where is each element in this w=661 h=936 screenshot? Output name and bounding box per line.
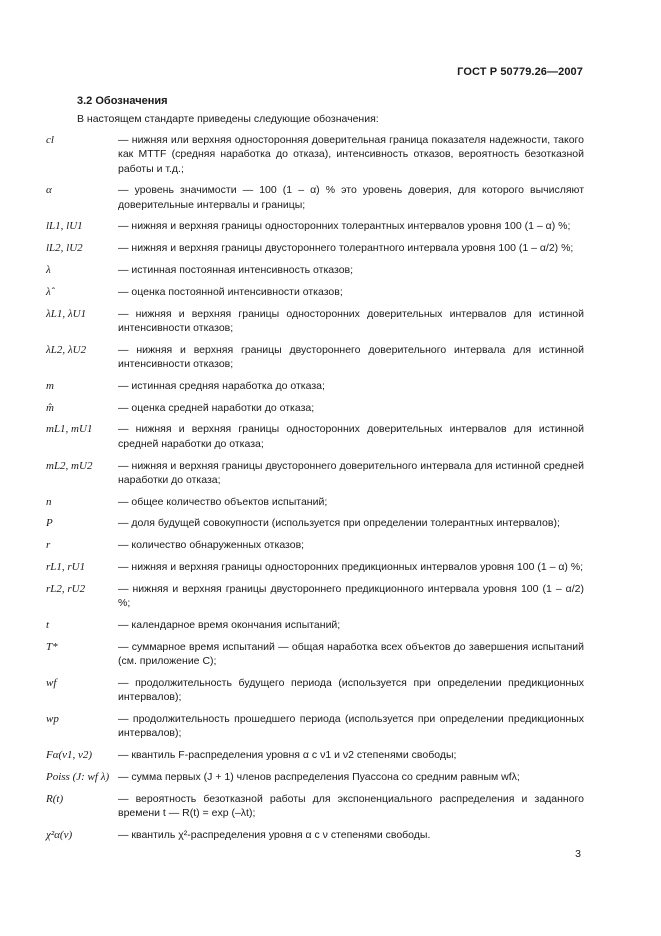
definition-symbol: mL1, mU1 (46, 423, 93, 436)
definition-symbol: χ²α(ν) (46, 828, 73, 841)
definition-symbol: Fα(ν1, ν2) (46, 749, 93, 761)
definition-text: — истинная постоянная интенсивность отказов; (118, 264, 354, 277)
definition-text: — нижняя и верхняя границы односторонних доверительных интервалов для истинной средней наработки до отказа; (118, 423, 584, 450)
definition-row (46, 307, 584, 336)
definition-row (46, 379, 584, 393)
definition-symbol: n (46, 495, 52, 508)
definition-symbol: lL2, lU2 (46, 242, 83, 255)
definition-text: — продолжительность будущего периода (используется при определении предикционных интервалов); (118, 676, 584, 704)
definition-text: — продолжительность прошедшего периода (используется при определении предикционных интервалов); (118, 712, 584, 740)
definition-text: — нижняя и верхняя границы двустороннего доверительного интервала для истинной средней наработки до отказа; (118, 459, 584, 486)
definition-symbol: r (46, 539, 51, 552)
definition-text: — нижняя и верхняя границы односторонних предикционных интервалов уровня 100 (1 – α) %; (118, 561, 584, 574)
section-title: 3.2 Обозначения (77, 95, 168, 107)
definition-symbol: m̂ (46, 401, 54, 414)
definition-text: — квантиль χ²-распределения уровня α с ν степенями свободы. (118, 828, 431, 841)
definition-symbol: mL2, mU2 (46, 459, 93, 472)
definition-text: — нижняя и верхняя границы односторонних доверительных интервалов для истинной интенсивности отказов; (118, 307, 584, 334)
definition-symbol: wp (46, 712, 59, 725)
definition-row (46, 495, 584, 509)
definition-text: — доля будущей совокупности (используется при определении толерантных интервалов); (118, 517, 560, 530)
definition-symbol: wf (46, 676, 57, 689)
definition-symbol: α (46, 184, 52, 197)
definition-symbol: m (46, 379, 54, 392)
definition-text: — квантиль F-распределения уровня α с ν1 и ν2 степенями свободы; (118, 749, 457, 761)
definition-row (46, 183, 584, 212)
definition-text: — нижняя или верхняя односторонняя доверительная граница показателя надежности, такого как MTTF (средняя наработка до отказа), интенсивность отказов, вероятность безотказной работы и т.д.; (118, 134, 584, 175)
definition-row (46, 538, 584, 552)
definition-symbol: cl (46, 134, 54, 146)
definition-row (46, 401, 584, 415)
section-intro: В настоящем стандарте приведены следующие обозначения: (77, 113, 379, 125)
definition-text: — истинная средняя наработка до отказа; (118, 379, 325, 392)
definition-symbol: λ (46, 264, 51, 277)
definition-row (46, 748, 584, 762)
definition-symbol: R(t) (46, 792, 64, 805)
document-code: ГОСТ Р 50779.26—2007 (457, 66, 583, 78)
definition-text: — суммарное время испытаний — общая наработка всех объектов до завершения испытаний (см. приложение С); (118, 640, 584, 668)
definition-row (46, 712, 584, 741)
definition-symbol: rL2, rU2 (46, 582, 86, 595)
definition-symbol: rL1, rU1 (46, 561, 86, 574)
definition-text: — оценка средней наработки до отказа; (118, 401, 315, 414)
definitions-list (46, 133, 584, 849)
definition-text: — уровень значимости — 100 (1 – α) % это уровень доверия, для которого вычисляют доверительные интервалы и границы; (118, 184, 584, 211)
definition-row (46, 618, 584, 632)
definition-row (46, 133, 584, 176)
definition-row (46, 516, 584, 530)
definition-symbol: λL1, λU1 (46, 307, 87, 320)
definition-text: — вероятность безотказной работы для экспоненциального распределения и заданного времени t — R(t) = exp (–λt); (118, 792, 584, 819)
definition-row (46, 640, 584, 669)
definition-row (46, 263, 584, 277)
definition-text: — нижняя и верхняя границы двустороннего предикционного интервала уровня 100 (1 – α/2) %; (118, 582, 584, 610)
definition-text: — оценка постоянной интенсивности отказов; (118, 285, 343, 298)
definition-row (46, 219, 584, 233)
definition-text: — сумма первых (J + 1) членов распределения Пуассона со средним равным wfλ; (118, 770, 520, 783)
definition-text: — нижняя и верхняя границы двустороннего доверительного интервала для истинной интенсивности отказов; (118, 343, 584, 371)
definition-text: — календарное время окончания испытаний; (118, 618, 341, 631)
page-number: 3 (575, 848, 581, 860)
definition-row (46, 285, 584, 299)
definition-text: — нижняя и верхняя границы односторонних толерантных интервалов уровня 100 (1 – α) %; (118, 220, 571, 233)
definition-text: — количество обнаруженных отказов; (118, 539, 305, 552)
definition-row (46, 792, 584, 821)
definition-text: — общее количество объектов испытаний; (118, 495, 328, 508)
definition-symbol: lL1, lU1 (46, 220, 83, 233)
definition-row (46, 770, 584, 784)
definition-symbol: P (46, 517, 53, 530)
definition-row (46, 422, 584, 451)
definition-row (46, 343, 584, 372)
definition-row (46, 676, 584, 705)
definition-row (46, 828, 584, 842)
definition-symbol: T* (46, 640, 58, 653)
definition-row (46, 459, 584, 488)
definition-symbol: λL2, λU2 (46, 343, 87, 356)
definition-row (46, 241, 584, 255)
definition-row (46, 560, 584, 574)
definition-symbol: t (46, 618, 50, 631)
definition-symbol: λ̂ (46, 285, 51, 298)
definition-text: — нижняя и верхняя границы двустороннего толерантного интервала уровня 100 (1 – α/2) %; (118, 242, 574, 255)
definition-row (46, 582, 584, 611)
definition-symbol: Poiss (J: wf λ) (46, 770, 110, 783)
